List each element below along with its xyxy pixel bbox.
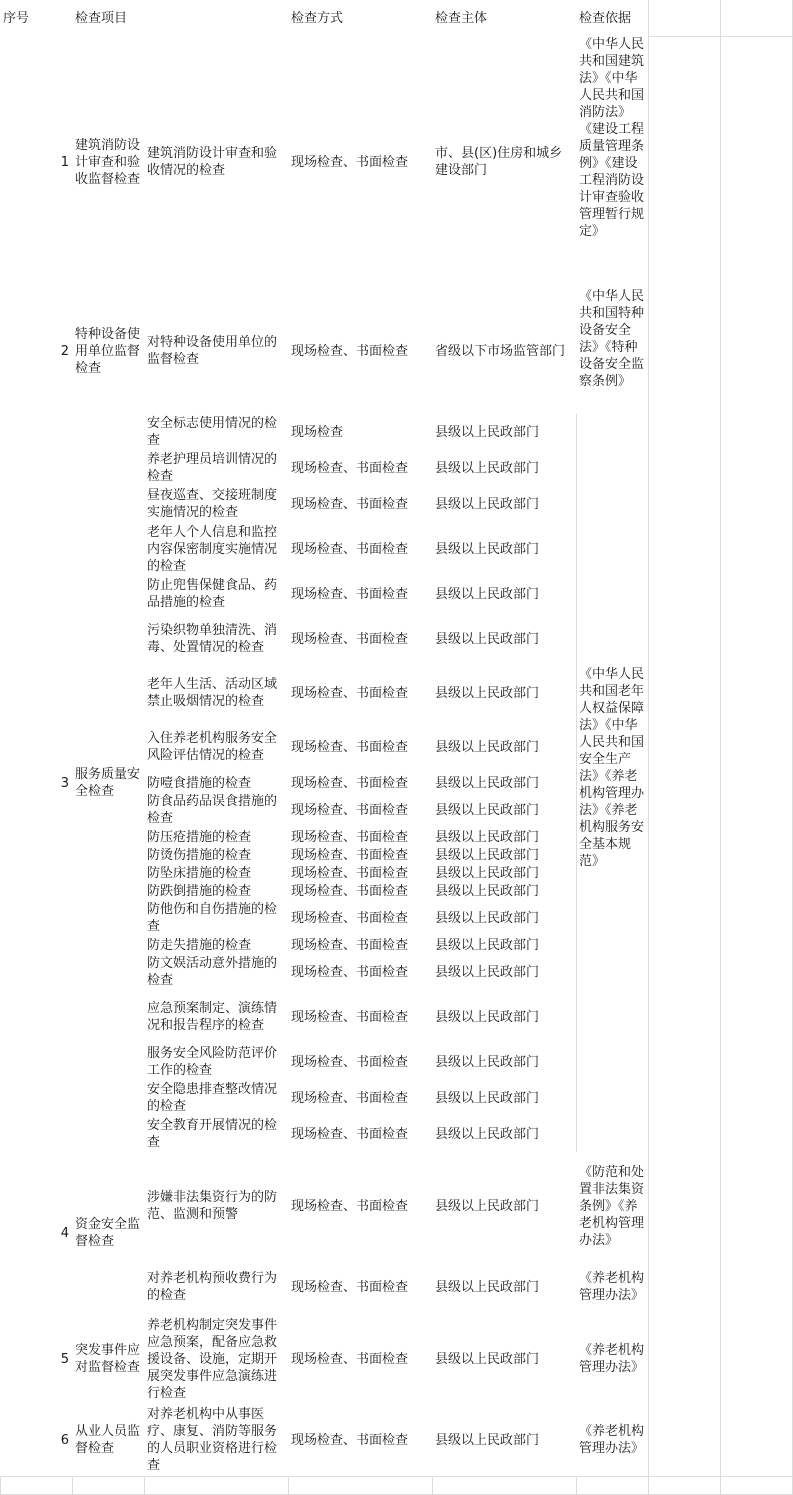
method-cell[interactable]: 现场检查 <box>288 414 433 451</box>
method-cell[interactable]: 现场检查、书面检查 <box>288 1152 433 1261</box>
subject-cell[interactable]: 省级以下市场监管部门 <box>432 288 577 415</box>
header-project[interactable] <box>72 0 289 37</box>
subject-cell[interactable]: 县级以上民政部门 <box>432 486 577 523</box>
item-cell[interactable]: 养老护理员培训情况的检查 <box>144 450 289 487</box>
item-cell[interactable]: 防他伤和自伤措施的检查 <box>144 900 289 937</box>
item-cell[interactable]: 防坠床措施的检查 <box>144 864 289 883</box>
header-no[interactable] <box>0 0 73 37</box>
subject-cell[interactable]: 县级以上民政部门 <box>432 450 577 487</box>
subject-cell[interactable]: 县级以上民政部门 <box>432 522 577 577</box>
item-cell[interactable]: 防走失措施的检查 <box>144 936 289 955</box>
item-cell[interactable]: 安全隐患排查整改情况的检查 <box>144 1080 289 1117</box>
method-cell[interactable]: 现场检查、书面检查 <box>288 1404 433 1477</box>
basis-cell[interactable]: 《中华人民共和国建筑法》《中华人民共和国消防法》《建设工程质量管理条例》《建设工程消防设计审查验收管理暂行规定》 <box>576 36 649 289</box>
project-cell[interactable]: 建筑消防设计审查和验收监督检查 <box>72 36 145 289</box>
method-cell[interactable]: 现场检查、书面检查 <box>288 864 433 883</box>
method-cell[interactable]: 现场检查、书面检查 <box>288 666 433 721</box>
item-cell[interactable]: 昼夜巡查、交接班制度实施情况的检查 <box>144 486 289 523</box>
subject-cell[interactable]: 县级以上民政部门 <box>432 1314 577 1405</box>
item-cell[interactable]: 养老机构制定突发事件应急预案，配备应急救援设备、设施，定期开展突发事件应急演练进行检查 <box>144 1314 289 1405</box>
method-cell[interactable]: 现场检查、书面检查 <box>288 990 433 1045</box>
item-cell[interactable]: 对养老机构中从事医疗、康复、消防等服务的人员职业资格进行检查 <box>144 1404 289 1477</box>
item-cell[interactable]: 建筑消防设计审查和验收情况的检查 <box>144 36 289 289</box>
item-cell[interactable]: 防噎食措施的检查 <box>144 774 289 793</box>
project-cell[interactable]: 从业人员监督检查 <box>72 1404 145 1477</box>
subject-cell[interactable]: 县级以上民政部门 <box>432 774 577 793</box>
method-cell[interactable]: 现场检查、书面检查 <box>288 846 433 865</box>
method-cell[interactable]: 现场检查、书面检查 <box>288 1260 433 1315</box>
row-number[interactable]: 5 <box>0 1314 73 1405</box>
basis-cell[interactable]: 《养老机构管理办法》 <box>576 1404 649 1477</box>
basis-cell[interactable]: 《养老机构管理办法》 <box>576 1260 649 1315</box>
subject-cell[interactable]: 县级以上民政部门 <box>432 900 577 937</box>
subject-cell[interactable]: 市、县(区)住房和城乡建设部门 <box>432 36 577 289</box>
item-cell[interactable]: 防跌倒措施的检查 <box>144 882 289 901</box>
item-cell[interactable]: 服务安全风险防范评价工作的检查 <box>144 1044 289 1081</box>
item-cell[interactable]: 应急预案制定、演练情况和报告程序的检查 <box>144 990 289 1045</box>
subject-cell[interactable]: 县级以上民政部门 <box>432 1080 577 1117</box>
subject-cell[interactable]: 县级以上民政部门 <box>432 936 577 955</box>
subject-cell[interactable]: 县级以上民政部门 <box>432 882 577 901</box>
subject-cell[interactable]: 县级以上民政部门 <box>432 1404 577 1477</box>
item-cell[interactable]: 安全教育开展情况的检查 <box>144 1116 289 1153</box>
row-number[interactable]: 2 <box>0 288 73 415</box>
method-cell[interactable]: 现场检查、书面检查 <box>288 1080 433 1117</box>
row-number[interactable]: 1 <box>0 36 73 289</box>
subject-cell[interactable]: 县级以上民政部门 <box>432 828 577 847</box>
method-cell[interactable]: 现场检查、书面检查 <box>288 954 433 991</box>
item-cell[interactable]: 安全标志使用情况的检查 <box>144 414 289 451</box>
project-cell[interactable]: 突发事件应对监督检查 <box>72 1314 145 1405</box>
method-cell[interactable]: 现场检查、书面检查 <box>288 774 433 793</box>
method-cell[interactable]: 现场检查、书面检查 <box>288 1044 433 1081</box>
subject-cell[interactable]: 县级以上民政部门 <box>432 1260 577 1315</box>
header-subject[interactable] <box>432 0 577 37</box>
header-method-label: 检查方式 <box>291 11 344 26</box>
method-cell[interactable]: 现场检查、书面检查 <box>288 522 433 577</box>
item-cell[interactable]: 防止兜售保健食品、药品措施的检查 <box>144 576 289 613</box>
subject-cell[interactable]: 县级以上民政部门 <box>432 846 577 865</box>
method-cell[interactable]: 现场检查、书面检查 <box>288 792 433 829</box>
basis-cell[interactable]: 《防范和处置非法集资条例》《养老机构管理办法》 <box>576 1152 649 1261</box>
basis-cell[interactable]: 《中华人民共和国老年人权益保障法》《中华人民共和国安全生产法》《养老机构管理办法》《养老机构服务安全基本规范》 <box>576 414 649 1153</box>
subject-cell[interactable]: 县级以上民政部门 <box>432 414 577 451</box>
header-method[interactable] <box>288 0 433 37</box>
method-cell[interactable]: 现场检查、书面检查 <box>288 936 433 955</box>
subject-cell[interactable]: 县级以上民政部门 <box>432 612 577 667</box>
item-cell[interactable]: 污染织物单独清洗、消毒、处置情况的检查 <box>144 612 289 667</box>
subject-cell[interactable]: 县级以上民政部门 <box>432 792 577 829</box>
project-cell[interactable]: 特种设备使用单位监督检查 <box>72 288 145 415</box>
subject-cell[interactable]: 县级以上民政部门 <box>432 1116 577 1153</box>
method-cell[interactable]: 现场检查、书面检查 <box>288 1116 433 1153</box>
item-cell[interactable]: 防烫伤措施的检查 <box>144 846 289 865</box>
method-cell[interactable]: 现场检查、书面检查 <box>288 486 433 523</box>
subject-cell[interactable]: 县级以上民政部门 <box>432 576 577 613</box>
grid-line <box>720 0 721 1495</box>
subject-cell[interactable]: 县级以上民政部门 <box>432 666 577 721</box>
subject-cell[interactable]: 县级以上民政部门 <box>432 990 577 1045</box>
row-number[interactable]: 3 <box>0 414 73 1153</box>
header-project-label: 检查项目 <box>75 11 128 26</box>
header-basis[interactable] <box>576 0 649 37</box>
method-cell[interactable]: 现场检查、书面检查 <box>288 288 433 415</box>
method-cell[interactable]: 现场检查、书面检查 <box>288 450 433 487</box>
subject-cell[interactable]: 县级以上民政部门 <box>432 1152 577 1261</box>
project-cell[interactable]: 服务质量安全检查 <box>72 414 145 1153</box>
item-cell[interactable]: 防食品药品误食措施的检查 <box>144 792 289 829</box>
method-cell[interactable]: 现场检查、书面检查 <box>288 36 433 289</box>
method-cell[interactable]: 现场检查、书面检查 <box>288 900 433 937</box>
item-cell[interactable]: 涉嫌非法集资行为的防范、监测和预警 <box>144 1152 289 1261</box>
method-cell[interactable]: 现场检查、书面检查 <box>288 720 433 775</box>
subject-cell[interactable]: 县级以上民政部门 <box>432 1044 577 1081</box>
item-cell[interactable]: 老年人个人信息和监控内容保密制度实施情况的检查 <box>144 522 289 577</box>
basis-cell[interactable]: 《中华人民共和国特种设备安全法》《特种设备安全监察条例》 <box>576 288 649 415</box>
method-cell[interactable]: 现场检查、书面检查 <box>288 1314 433 1405</box>
basis-cell[interactable]: 《养老机构管理办法》 <box>576 1314 649 1405</box>
item-cell[interactable]: 入住养老机构服务安全风险评估情况的检查 <box>144 720 289 775</box>
header-no-label: 序号 <box>3 11 30 26</box>
method-cell[interactable]: 现场检查、书面检查 <box>288 612 433 667</box>
method-cell[interactable]: 现场检查、书面检查 <box>288 828 433 847</box>
subject-cell[interactable]: 县级以上民政部门 <box>432 864 577 883</box>
project-cell[interactable]: 资金安全监督检查 <box>72 1152 145 1315</box>
item-cell[interactable]: 防压疮措施的检查 <box>144 828 289 847</box>
subject-cell[interactable]: 县级以上民政部门 <box>432 954 577 991</box>
row-number[interactable]: 4 <box>0 1152 73 1315</box>
header-subject-label: 检查主体 <box>435 11 488 26</box>
method-cell[interactable]: 现场检查、书面检查 <box>288 882 433 901</box>
item-cell[interactable]: 防文娱活动意外措施的检查 <box>144 954 289 991</box>
item-cell[interactable]: 对特种设备使用单位的监督检查 <box>144 288 289 415</box>
header-basis-label: 检查依据 <box>579 11 632 26</box>
method-cell[interactable]: 现场检查、书面检查 <box>288 576 433 613</box>
row-number[interactable]: 6 <box>0 1404 73 1477</box>
item-cell[interactable]: 对养老机构预收费行为的检查 <box>144 1260 289 1315</box>
item-cell[interactable]: 老年人生活、活动区域禁止吸烟情况的检查 <box>144 666 289 721</box>
subject-cell[interactable]: 县级以上民政部门 <box>432 720 577 775</box>
